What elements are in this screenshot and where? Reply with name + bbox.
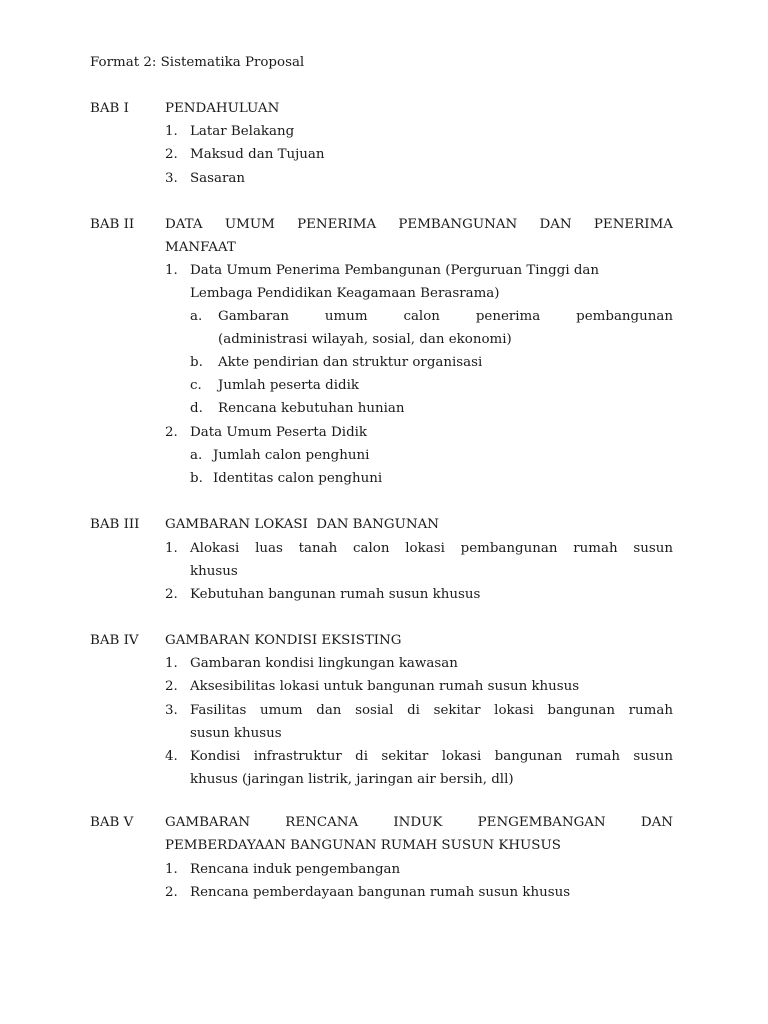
- sub-item-letter: a.: [190, 309, 203, 324]
- bab-5-item-2: Rencana pemberdayaan bangunan rumah susun khusus: [190, 885, 571, 900]
- bab-2-sub-item-c: Jumlah peserta didik: [218, 378, 359, 393]
- bab-4-heading: GAMBARAN KONDISI EKSISTING: [165, 633, 402, 648]
- sub-item-word: umum: [324, 309, 368, 324]
- bab-2-label: BAB II: [90, 217, 135, 232]
- bab-2-item-1-continued: Lembaga Pendidikan Keagamaan Berasrama): [190, 286, 500, 301]
- bab-4-item-2: Aksesibilitas lokasi untuk bangunan rumah susun khusus: [190, 679, 580, 694]
- bab-2-sub-item-b: Akte pendirian dan struktur organisasi: [218, 355, 483, 370]
- bab-3-item-1: Alokasi luas tanah calon lokasi pembangunan rumah susun: [190, 541, 673, 556]
- bab-5-heading-continued: PEMBERDAYAAN BANGUNAN RUMAH SUSUN KHUSUS: [165, 838, 561, 853]
- bab-4-label: BAB IV: [90, 633, 139, 648]
- bab-4-item-3: Fasilitas umum dan sosial di sekitar lokasi bangunan rumah: [190, 703, 673, 718]
- sub-item-word: pembangunan: [576, 309, 673, 324]
- bab-4-item-1: Gambaran kondisi lingkungan kawasan: [190, 656, 458, 671]
- bab-5-item-number: 1.: [165, 862, 178, 877]
- bab-3-item-number: 1.: [165, 541, 178, 556]
- bab-4-item-4-continued: khusus (jaringan listrik, jaringan air bersih, dll): [190, 772, 514, 787]
- sub-item-letter: b.: [190, 355, 203, 370]
- bab-4-item-4: Kondisi infrastruktur di sekitar lokasi bangunan rumah susun: [190, 749, 673, 764]
- bab-3-label: BAB III: [90, 517, 140, 532]
- bab-3-heading: GAMBARAN LOKASI DAN BANGUNAN: [165, 517, 439, 532]
- heading-word: DATA: [165, 217, 203, 232]
- heading-word: PENERIMA: [593, 217, 673, 232]
- bab-2-item-2-sub-b: Identitas calon penghuni: [213, 471, 383, 486]
- bab-2-sub-item-a-continued: (administrasi wilayah, sosial, dan ekonomi): [218, 332, 512, 347]
- bab-1-item-number: 1.: [165, 124, 178, 139]
- bab-4-item-number: 2.: [165, 679, 178, 694]
- heading-word: UMUM: [224, 217, 275, 232]
- bab-5-heading: [165, 814, 673, 832]
- bab-5-label: BAB V: [90, 815, 134, 830]
- heading-word: INDUK: [393, 815, 443, 830]
- bab-1-heading: PENDAHULUAN: [165, 101, 280, 116]
- bab-2-heading: [165, 216, 673, 234]
- sub-item-letter: b.: [190, 471, 203, 486]
- heading-word: PEMBANGUNAN: [398, 217, 518, 232]
- sub-item-letter: a.: [190, 448, 203, 463]
- bab-1-item: Latar Belakang: [190, 124, 295, 139]
- sub-item-letter: d.: [190, 401, 203, 416]
- bab-3-item-number: 2.: [165, 587, 178, 602]
- bab-3-item-2: Kebutuhan bangunan rumah susun khusus: [190, 587, 481, 602]
- bab-2-item-2: Data Umum Peserta Didik: [190, 425, 368, 440]
- bab-2-item-number: 2.: [165, 425, 178, 440]
- bab-4-item-number: 4.: [165, 749, 178, 764]
- bab-1-item-number: 2.: [165, 147, 178, 162]
- bab-2-item-1: Data Umum Penerima Pembangunan (Perguruan Tinggi dan: [190, 263, 600, 278]
- bab-2-item-2-sub-a: Jumlah calon penghuni: [213, 448, 370, 463]
- bab-1-item-number: 3.: [165, 171, 178, 186]
- heading-word: PENERIMA: [297, 217, 377, 232]
- heading-word: DAN: [539, 217, 572, 232]
- bab-5-item-number: 2.: [165, 885, 178, 900]
- bab-1-item: Sasaran: [190, 171, 246, 186]
- sub-item-word: calon: [403, 309, 440, 324]
- sub-item-word: penerima: [475, 309, 541, 324]
- heading-word: RENCANA: [285, 815, 359, 830]
- bab-4-item-number: 1.: [165, 656, 178, 671]
- bab-2-sub-item-d: Rencana kebutuhan hunian: [218, 401, 405, 416]
- sub-item-letter: c.: [190, 378, 202, 393]
- bab-2-heading-continued: MANFAAT: [165, 240, 236, 255]
- heading-word: GAMBARAN: [165, 815, 251, 830]
- document-title: Format 2: Sistematika Proposal: [90, 55, 305, 70]
- bab-4-item-number: 3.: [165, 703, 178, 718]
- bab-3-item-1-continued: khusus: [190, 564, 238, 579]
- bab-2-sub-item-a: [218, 308, 673, 326]
- bab-4-item-3-continued: susun khusus: [190, 726, 282, 741]
- sub-item-word: Gambaran: [218, 309, 289, 324]
- heading-word: PENGEMBANGAN: [477, 815, 606, 830]
- bab-2-item-number: 1.: [165, 263, 178, 278]
- heading-word: DAN: [640, 815, 673, 830]
- bab-1-label: BAB I: [90, 101, 129, 116]
- bab-1-item: Maksud dan Tujuan: [190, 147, 325, 162]
- bab-5-item-1: Rencana induk pengembangan: [190, 862, 401, 877]
